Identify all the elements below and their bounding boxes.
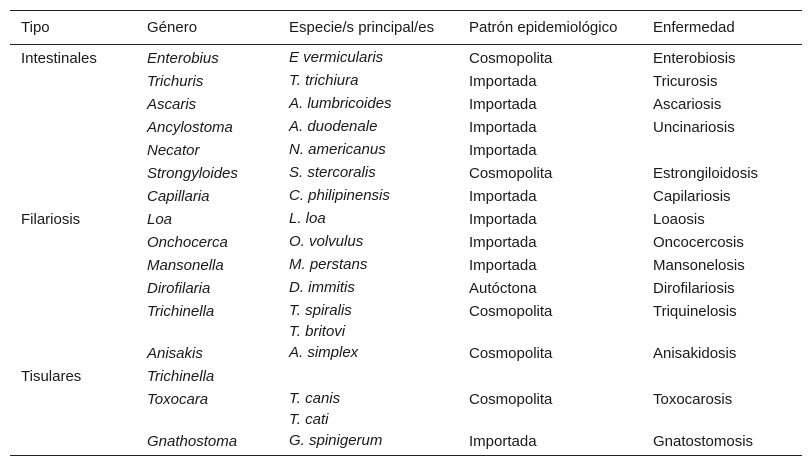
header-row xyxy=(10,11,802,45)
header-tipo: Tipo xyxy=(21,19,50,36)
species-name: L. loa xyxy=(289,210,326,227)
table-row xyxy=(10,45,802,71)
table-row xyxy=(10,342,802,365)
cell-genero: Toxocara xyxy=(147,391,209,408)
cell-especie xyxy=(278,116,458,139)
cell-enfermedad: Mansonelosis xyxy=(653,257,745,274)
cell-especie xyxy=(278,70,458,93)
header-enfermedad: Enfermedad xyxy=(653,19,735,36)
species-name: T. trichiura xyxy=(289,72,359,89)
cell-tipo xyxy=(10,185,136,208)
cell-especie xyxy=(278,388,458,430)
table-row xyxy=(10,231,802,254)
cell-tipo: Intestinales xyxy=(21,50,97,67)
cell-genero: Necator xyxy=(147,142,200,159)
parasite-table-container xyxy=(10,10,802,456)
cell-tipo: Tisulares xyxy=(21,368,82,385)
cell-especie xyxy=(278,231,458,254)
cell-genero: Capillaria xyxy=(147,188,210,205)
species-name: D. immitis xyxy=(289,279,355,296)
cell-patron: Cosmopolita xyxy=(469,165,553,182)
species-name: O. volvulus xyxy=(289,233,364,250)
species-name: T. canis xyxy=(289,390,341,407)
table-row xyxy=(10,116,802,139)
cell-especie xyxy=(278,277,458,300)
cell-enfermedad: Uncinariosis xyxy=(653,119,735,136)
cell-patron: Autóctona xyxy=(469,280,537,297)
cell-especie xyxy=(278,300,458,342)
cell-patron: Cosmopolita xyxy=(469,50,553,67)
cell-enfermedad: Gnatostomosis xyxy=(653,433,754,450)
table-row xyxy=(10,162,802,185)
cell-genero: Enterobius xyxy=(147,50,219,67)
species-name: M. perstans xyxy=(289,256,368,273)
cell-tipo xyxy=(10,300,136,342)
cell-enfermedad: Enterobiosis xyxy=(653,50,736,67)
cell-patron: Cosmopolita xyxy=(469,391,553,408)
cell-tipo xyxy=(10,116,136,139)
species-name: T. spiralis xyxy=(289,302,352,319)
cell-patron: Importada xyxy=(469,257,537,274)
cell-enfermedad: Anisakidosis xyxy=(653,345,737,362)
cell-genero: Loa xyxy=(147,211,173,228)
cell-especie xyxy=(278,139,458,162)
cell-patron: Importada xyxy=(469,142,537,159)
cell-especie xyxy=(278,254,458,277)
cell-enfermedad xyxy=(642,365,802,388)
cell-genero: Anisakis xyxy=(147,345,203,362)
cell-enfermedad: Loaosis xyxy=(653,211,705,228)
cell-genero: Dirofilaria xyxy=(147,280,211,297)
cell-patron: Importada xyxy=(469,73,537,90)
species-name: A. duodenale xyxy=(289,118,378,135)
table-row xyxy=(10,430,802,456)
cell-enfermedad: Ascariosis xyxy=(653,96,722,113)
cell-patron: Cosmopolita xyxy=(469,303,553,320)
header-patron: Patrón epidemiológico xyxy=(469,19,618,36)
cell-genero: Gnathostoma xyxy=(147,433,238,450)
species-name: G. spinigerum xyxy=(289,432,383,449)
cell-especie xyxy=(278,365,458,388)
cell-patron: Importada xyxy=(469,96,537,113)
cell-patron: Importada xyxy=(469,234,537,251)
cell-tipo xyxy=(10,93,136,116)
cell-genero: Ascaris xyxy=(147,96,197,113)
cell-patron: Importada xyxy=(469,119,537,136)
parasite-table xyxy=(10,10,802,456)
table-row xyxy=(10,185,802,208)
species-name: A. simplex xyxy=(289,344,359,361)
cell-genero: Trichinella xyxy=(147,368,215,385)
cell-especie xyxy=(278,185,458,208)
table-row xyxy=(10,70,802,93)
cell-tipo xyxy=(10,277,136,300)
header-genero: Género xyxy=(147,19,198,36)
cell-tipo xyxy=(10,162,136,185)
cell-genero: Mansonella xyxy=(147,257,224,274)
cell-enfermedad: Dirofilariosis xyxy=(653,280,735,297)
cell-genero: Strongyloides xyxy=(147,165,238,182)
species-name: T. britovi xyxy=(289,323,346,340)
cell-enfermedad xyxy=(642,139,802,162)
table-row xyxy=(10,388,802,430)
table-row xyxy=(10,277,802,300)
cell-especie xyxy=(278,45,458,71)
cell-tipo xyxy=(10,254,136,277)
species-name: T. cati xyxy=(289,411,329,428)
species-name: A. lumbricoides xyxy=(289,95,392,112)
cell-tipo xyxy=(10,430,136,456)
cell-tipo xyxy=(10,231,136,254)
cell-genero: Trichinella xyxy=(147,303,215,320)
cell-patron: Cosmopolita xyxy=(469,345,553,362)
cell-patron: Importada xyxy=(469,188,537,205)
table-header xyxy=(10,11,802,45)
species-name: N. americanus xyxy=(289,141,386,158)
cell-tipo: Filariosis xyxy=(21,211,81,228)
cell-tipo xyxy=(10,342,136,365)
cell-patron: Importada xyxy=(469,211,537,228)
table-row xyxy=(10,208,802,231)
cell-genero: Onchocerca xyxy=(147,234,228,251)
cell-enfermedad: Estrongiloidosis xyxy=(653,165,759,182)
table-body xyxy=(10,45,802,456)
cell-patron: Importada xyxy=(469,433,537,450)
header-especie: Especie/s principal/es xyxy=(289,19,435,36)
cell-genero: Trichuris xyxy=(147,73,204,90)
cell-genero: Ancylostoma xyxy=(147,119,233,136)
table-row xyxy=(10,139,802,162)
cell-tipo xyxy=(10,70,136,93)
cell-tipo xyxy=(10,139,136,162)
table-row xyxy=(10,300,802,342)
cell-enfermedad: Oncocercosis xyxy=(653,234,744,251)
cell-patron xyxy=(458,365,642,388)
table-row xyxy=(10,93,802,116)
cell-enfermedad: Triquinelosis xyxy=(653,303,737,320)
cell-especie xyxy=(278,430,458,456)
cell-especie xyxy=(278,208,458,231)
species-name: S. stercoralis xyxy=(289,164,376,181)
species-name: C. philipinensis xyxy=(289,187,390,204)
cell-enfermedad: Toxocarosis xyxy=(653,391,733,408)
table-row xyxy=(10,254,802,277)
cell-especie xyxy=(278,93,458,116)
species-name: E vermicularis xyxy=(289,49,384,66)
cell-tipo xyxy=(10,388,136,430)
table-row xyxy=(10,365,802,388)
cell-especie xyxy=(278,162,458,185)
cell-enfermedad: Tricurosis xyxy=(653,73,718,90)
cell-enfermedad: Capilariosis xyxy=(653,188,731,205)
cell-especie xyxy=(278,342,458,365)
